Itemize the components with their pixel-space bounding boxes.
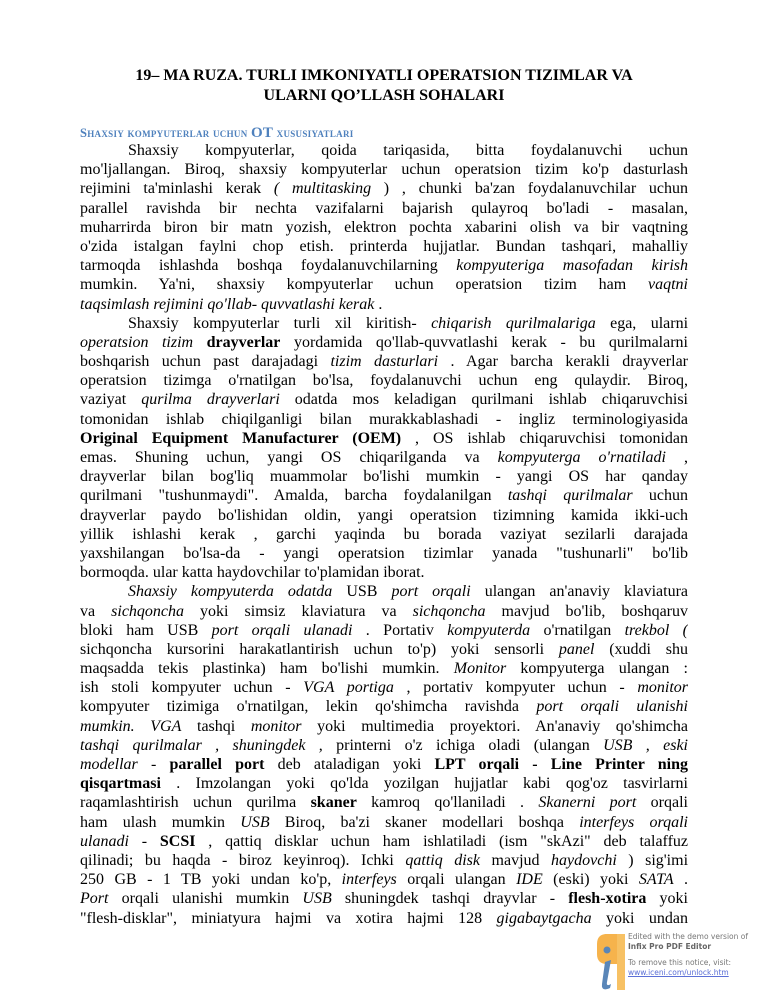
text-span: kompyuter tizimiga o'rnatilgan, lekin qo'shimcha ravishda [80, 698, 537, 716]
text-span: emas. Shuning uchun, yangi OS chiqarilganda va [80, 449, 498, 466]
bold-text: LPT orqali - Line Printer ning [434, 756, 688, 773]
text-line [80, 582, 688, 601]
text-span: ) , chunki ba'zan foydalanuvchilar uchun [371, 180, 688, 198]
text-span: kompyuterga ulangan : [506, 660, 688, 678]
text-span: yoki simsiz klaviatura va [184, 602, 413, 620]
italic-text: taqsimlash rejimini qo'llab- quvvatlashi kerak [80, 295, 375, 313]
text-span: ulangan an'anaviy klaviatura [470, 583, 688, 601]
text-span: . Portativ [352, 621, 448, 639]
text-span: Biroq, ba'zi skaner modellari boshqa [269, 813, 580, 831]
text-span: - [128, 832, 160, 850]
text-span: Shaxsiy kompyuterlar, qoida tariqasida, bitta foydalanuvchi uchun [128, 142, 688, 159]
italic-text: IDE [516, 871, 543, 889]
text-span: yoki multimedia proyektori. An'anaviy qo'shimcha [301, 717, 688, 735]
italic-text: sichqoncha [412, 602, 486, 620]
text-line [80, 486, 688, 505]
text-line [80, 909, 688, 928]
text-line [80, 352, 688, 371]
text-span: yillik ishlashi kerak , garchi yaqinda bu borada vaziyat sezilarli darajada [80, 525, 688, 543]
italic-text: Port [80, 890, 109, 908]
bold-text: qisqartmasi [80, 775, 161, 793]
watermark-link[interactable]: www.iceni.com/unlock.htm [628, 968, 729, 977]
text-line [80, 870, 688, 889]
text-span: qurilmani "tushunmaydi". Amalda, barcha foydalanilgan [80, 487, 508, 505]
text-line [80, 390, 688, 409]
italic-text: tashqi qurilmalar , shuningdek , [80, 736, 323, 754]
text-span: uchun [632, 487, 688, 505]
text-line [80, 141, 688, 160]
italic-text: Monitor [453, 660, 507, 678]
text-span: , [665, 449, 688, 466]
text-line [80, 160, 688, 179]
italic-text: VGA portiga [303, 679, 394, 697]
heading-part-1: Shaxsiy kompyuterlar uchun [80, 126, 251, 140]
text-span: mo'ljallangan. Biroq, shaxsiy kompyuterlar uchun operatsion tizim ko'p dasturlash [80, 161, 688, 179]
text-span: . Agar barcha kerakli drayverlar [438, 353, 688, 371]
text-line [80, 237, 688, 256]
text-span: drayverlar bilan bog'liq muammolar bo'lishi mumkin - yangi OS har qanday [80, 468, 688, 486]
text-line [80, 697, 688, 716]
text-span: yaxshilangan bo'lsa-da - yangi operatsion tizimlar yanada "tushunarli" bo'lib [80, 544, 688, 562]
text-span: orqali ulangan [396, 871, 517, 889]
italic-text: port orqali ulanadi [211, 621, 353, 639]
italic-text: haydovchi [551, 851, 617, 869]
italic-text: tashqi qurilmalar [507, 487, 633, 505]
text-line [80, 717, 688, 736]
italic-text: vaqtni [648, 276, 688, 294]
text-line [80, 467, 688, 486]
infix-logo-icon [597, 930, 627, 992]
text-span: ham ulash mumkin [80, 813, 241, 831]
text-line [80, 256, 688, 275]
italic-text: sichqoncha [111, 602, 185, 620]
text-span: operatsion tizimga o'rnatilgan bo'lsa, foydalanuvchi uchun eng qulaydir. Biroq, [80, 372, 688, 390]
italic-text: mumkin. VGA [80, 717, 182, 735]
text-span: qilinadi; bu haqda - biroz keyinroq). Ichki [80, 851, 406, 869]
italic-text: chiqarish qurilmalariga [431, 314, 596, 332]
text-line [80, 429, 688, 448]
text-line [80, 179, 688, 198]
text-span: (eski) yoki [542, 871, 639, 889]
text-span: ) sig'imi [616, 851, 688, 869]
italic-text: kompyuterda [447, 621, 531, 639]
text-line [80, 199, 688, 218]
text-span: . [673, 871, 688, 889]
text-line [80, 832, 688, 851]
section-heading [80, 124, 354, 142]
text-span: yoki [646, 890, 688, 908]
text-span: , OS ishlab chiqaruvchisi tomonidan [401, 429, 688, 447]
text-span: Shaxsiy kompyuterlar turli xil kiritish- [128, 314, 432, 332]
text-span: , portativ kompyuter uchun - [393, 679, 638, 697]
title-line-2: ULARNI QO’LLASH SOHALARI [263, 87, 505, 104]
text-span: ish stoli kompyuter uchun - [80, 679, 304, 697]
text-span: muharrirda biron bir matn yozish, elektron pochta xabarini olish va bir vaqtning [80, 218, 688, 236]
text-span: rejimini ta'minlashi kerak [80, 180, 274, 198]
text-span: . Imzolangan yoki qo'lda yozilgan hujjatlar kabi qog'oz tasvirlarni [160, 775, 688, 793]
title-line-1: 19– MA RUZA. TURLI IMKONIYATLI OPERATSION TIZIMLAR VA [135, 67, 633, 84]
italic-text: gigabaytgacha [496, 909, 592, 927]
text-line [80, 218, 688, 237]
text-span: mavjud [480, 851, 552, 869]
text-line [80, 640, 688, 659]
text-line [80, 410, 688, 429]
italic-text: qurilma drayverlari [141, 391, 280, 409]
text-span: maqsadda tekis plastinka) ham bo'lishi mumkin. [80, 660, 454, 678]
watermark-line-3: To remove this notice, visit: [628, 958, 732, 967]
paragraph [80, 314, 688, 583]
text-line [80, 851, 688, 870]
text-span: mavjud bo'lib, boshqaruv [485, 602, 688, 620]
italic-text: port orqali ulanishi [536, 698, 688, 716]
text-span: yoki undan [591, 909, 688, 927]
text-span [193, 334, 207, 351]
text-span: bloki ham USB [80, 621, 212, 639]
text-span: boshqarish uchun past darajadagi [80, 353, 331, 371]
text-line [80, 544, 688, 563]
watermark-product: Infix Pro PDF Editor [628, 942, 712, 951]
watermark-line-1: Edited with the demo version of [628, 932, 749, 941]
text-line [80, 563, 688, 582]
italic-text: USB [240, 813, 270, 831]
bold-text: skaner [310, 794, 357, 812]
text-span: tashqi [181, 717, 251, 735]
text-span: printerni o'z ichiga oladi (ulangan [322, 736, 604, 754]
italic-text: Shaxsiy kompyuterda odatda [128, 583, 333, 601]
italic-text: ulanadi [80, 832, 129, 850]
text-line [80, 621, 688, 640]
bold-text: Original Equipment Manufacturer (OEM) [80, 429, 402, 447]
text-span: sichqoncha kursorini harakatlantirish uchun to'p) yoki sensorli [80, 640, 559, 658]
bold-text: SCSI [159, 832, 196, 850]
text-line [80, 659, 688, 678]
document-body [80, 141, 688, 928]
bold-text: drayverlar [206, 333, 281, 351]
text-line [80, 755, 688, 774]
text-line [80, 602, 688, 621]
text-line [80, 448, 688, 467]
text-line [80, 678, 688, 697]
text-line [80, 793, 688, 812]
bold-text: parallel port [169, 756, 265, 773]
text-span: shuningdek tashqi drayvlar - [331, 890, 569, 908]
text-line [80, 295, 688, 314]
text-span: yordamida qo'llab-quvvatlashi kerak - bu qurilmalarni [280, 333, 688, 351]
text-span: drayverlar paydo bo'lishidan oldin, yangi operatsion tizimning kamida ikki-uch [80, 506, 688, 524]
italic-text: Skanerni port [538, 794, 637, 812]
text-span: ega, ularni [595, 314, 688, 332]
text-line [80, 813, 688, 832]
text-span: o'rnatilgan [530, 621, 625, 639]
italic-text: USB , eski [603, 736, 688, 754]
text-line [80, 506, 688, 525]
text-span: va [80, 602, 112, 620]
text-span: parallel ravishda bir nechta vazifalarni bajarish qulayroq bo'ladi - masalan, [80, 199, 688, 217]
italic-text: modellar [80, 756, 138, 773]
text-span: 250 GB - 1 TB yoki undan ko'p, [80, 871, 342, 889]
italic-text: operatsion tizim [80, 333, 194, 351]
editor-watermark [597, 930, 768, 994]
bold-text: flesh-xotira [568, 890, 647, 908]
text-span: raqamlashtirish uchun qurilma [80, 794, 311, 812]
text-span: bormoqda. ular katta haydovchilar to'plamidan iborat. [80, 564, 425, 582]
text-span: tomonidan ishlab chiqilganligi bilan murakkablashadi - ingliz terminologiyasida [80, 410, 688, 428]
italic-text: kompyuterga o'rnatiladi [497, 449, 666, 466]
text-span: orqali ulanishi mumkin [108, 890, 303, 908]
italic-text: monitor [250, 717, 302, 735]
italic-text: port orqali [391, 583, 471, 601]
italic-text: panel [558, 640, 595, 658]
text-span: orqali [636, 794, 688, 812]
paragraph [80, 141, 688, 314]
text-line [80, 314, 688, 333]
italic-text: SATA [638, 871, 674, 889]
text-span: tarmoqda ishlashda boshqa foydalanuvchilarning [80, 257, 457, 275]
document-title [80, 66, 688, 106]
italic-text: USB [302, 890, 332, 908]
italic-text: qattiq disk [405, 851, 481, 869]
text-span: deb ataladigan yoki [264, 756, 435, 773]
text-span: - [137, 756, 170, 773]
watermark-text [628, 932, 748, 978]
heading-part-2: OT [250, 125, 274, 141]
text-span: vaziyat [80, 391, 142, 409]
text-line [80, 333, 688, 352]
text-span: o'zida istalgan faylni chop etish. printerda hujjatlar. Bundan tashqari, mahalliy [80, 237, 688, 255]
text-span: odatda mos keladigan qurilmani ishlab chiqaruvchisi [279, 391, 688, 409]
text-line [80, 275, 688, 294]
text-span: mumkin. Ya'ni, shaxsiy kompyuterlar uchun operatsion tizim ham [80, 276, 648, 294]
italic-text: interfeys [341, 871, 397, 889]
italic-text: ( multitasking [273, 180, 372, 198]
text-span: kamroq qo'llaniladi . [356, 794, 539, 812]
text-span: , qattiq disklar uchun ham ishlatiladi (ism "skAzi" deb talaffuz [195, 832, 688, 850]
italic-text: monitor [637, 679, 688, 697]
text-line [80, 525, 688, 544]
text-span: USB [332, 583, 392, 601]
italic-text: tizim dasturlari [330, 353, 439, 371]
heading-part-3: xususiyatlari [273, 126, 354, 140]
text-span: "flesh-disklar", miniatyura hajmi va xotira hajmi 128 [80, 909, 497, 927]
text-line [80, 371, 688, 390]
text-line [80, 736, 688, 755]
text-span: (xuddi shu [594, 640, 688, 658]
paragraph [80, 582, 688, 927]
text-line [80, 889, 688, 908]
italic-text: kompyuteriga masofadan kirish [456, 257, 688, 275]
text-line [80, 774, 688, 793]
italic-text: trekbol ( [624, 621, 688, 639]
text-span: . [374, 295, 383, 313]
italic-text: interfeys orqali [579, 813, 688, 831]
